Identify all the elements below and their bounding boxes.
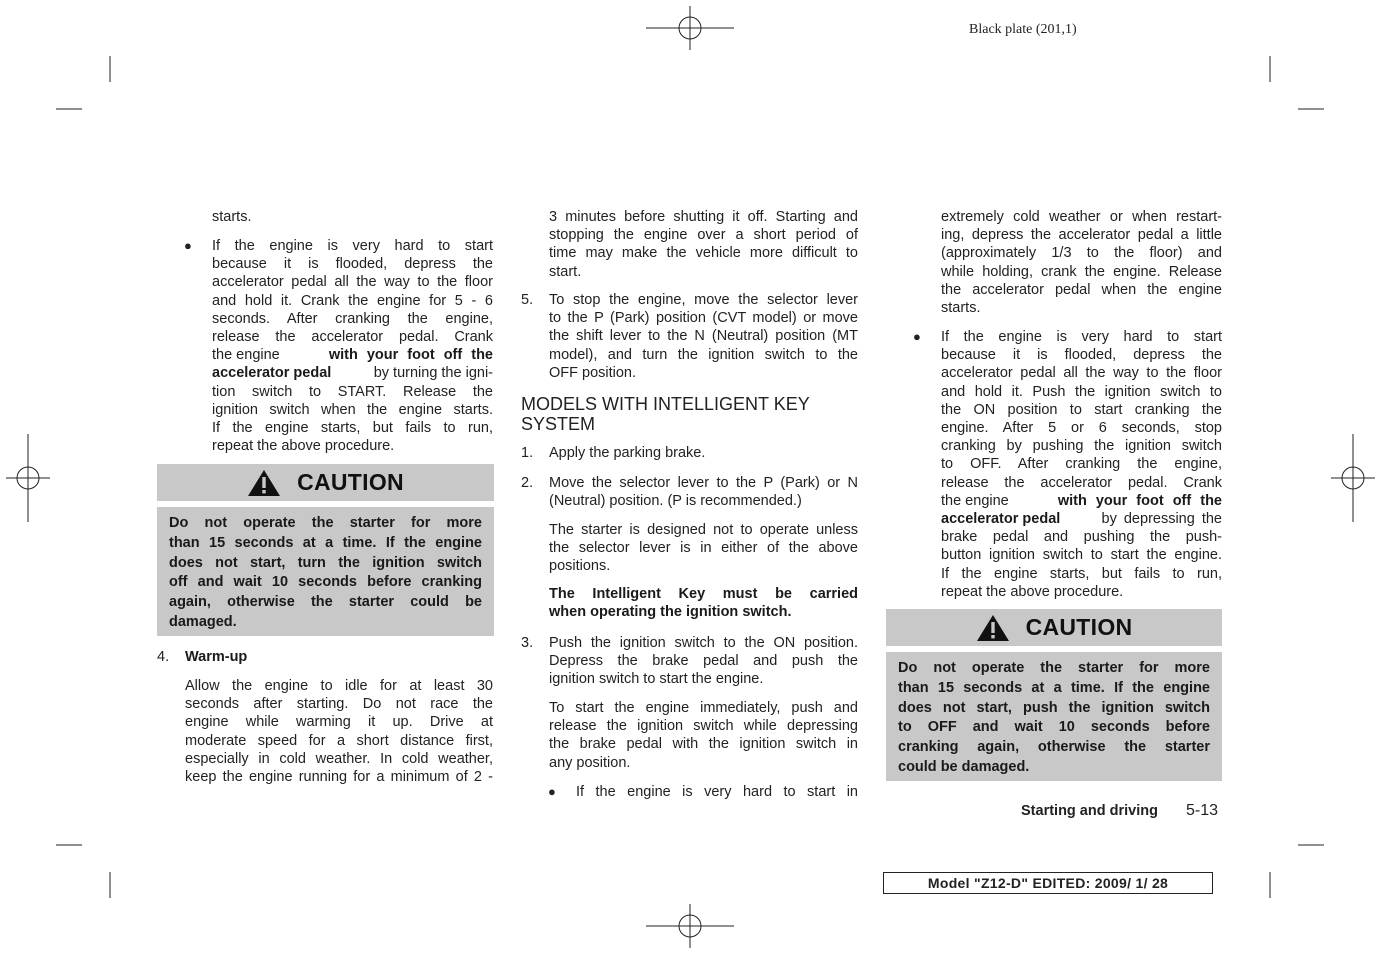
warning-icon — [247, 469, 281, 497]
text-line: extremely cold weather or when restart- — [941, 209, 1222, 225]
text-line: If the engine is very hard to start in — [576, 784, 858, 800]
text-line: engine while warming it up. Drive at — [185, 714, 493, 731]
step-3 — [521, 634, 858, 689]
text-line: the engine with your foot off the — [941, 492, 1222, 509]
step-number: 5. — [521, 292, 534, 308]
text-line: 3 minutes before shutting it off. Starting and — [549, 209, 858, 225]
text-line: when operating the ignition switch. — [549, 604, 792, 621]
text-line: and hold it. Push the ignition switch to — [941, 383, 1222, 400]
text-line: cranking by pushing the ignition switch — [941, 438, 1222, 455]
text-line: seconds after starting. Do not race the — [185, 696, 493, 713]
text-line: stopping the engine over a short period of — [549, 227, 858, 244]
text-line: the shift lever to the N (Neutral) position (MT — [549, 328, 858, 345]
text-line: Push the ignition switch to the ON position. — [549, 635, 858, 651]
step-2 — [521, 474, 858, 510]
text-line: Apply the parking brake. — [549, 445, 706, 461]
text-line: does not start, turn the ignition switch — [169, 554, 482, 571]
text-line: release the ignition switch while depressing — [549, 718, 858, 735]
caution-body — [886, 652, 1222, 781]
text-line: Depress the brake pedal and push the — [549, 653, 858, 670]
col3-bullet-item — [913, 328, 1222, 601]
text-line: could be damaged. — [898, 758, 1030, 775]
text-line: than 15 seconds at a time. If the engine — [898, 679, 1210, 696]
step-2-warning — [549, 585, 858, 621]
model-edit-stamp: Model "Z12-D" EDITED: 2009/ 1/ 28 — [883, 872, 1213, 894]
text-line: model), and turn the ignition switch to the — [549, 346, 858, 363]
caution-header — [886, 609, 1222, 646]
text-line: off and wait 10 seconds before cranking — [169, 574, 482, 591]
text-line: ignition switch when the engine starts. — [212, 401, 493, 418]
heading-line: MODELS WITH INTELLIGENT KEY — [521, 394, 810, 414]
text-line: tion switch to START. Release the — [212, 383, 493, 400]
text-line: and hold it. Crank the engine for 5 - 6 — [212, 292, 493, 309]
text-line: engine. After 5 or 6 seconds, stop — [941, 420, 1222, 437]
text-line: release the accelerator pedal. Crank — [941, 474, 1222, 491]
text-line: ignition switch to start the engine. — [549, 671, 764, 688]
text-line: repeat the above procedure. — [941, 583, 1124, 600]
step-5 — [521, 291, 858, 382]
step-title: Warm-up — [185, 649, 248, 665]
text-line: To start the engine immediately, push and — [549, 700, 858, 716]
text-line: starts. — [941, 300, 981, 317]
text-line: seconds. After cranking the engine, — [212, 310, 493, 327]
step-3-note — [549, 699, 858, 772]
text-line: The starter is designed not to operate unless — [549, 522, 858, 538]
text-line: positions. — [549, 558, 611, 575]
text-line: If the engine is very hard to start — [212, 238, 493, 254]
text-line: keep the engine running for a minimum of 2 - — [185, 769, 493, 786]
text-line: (approximately 1/3 to the floor) and — [941, 245, 1222, 262]
text-line: If the engine starts, but fails to run, — [941, 565, 1222, 582]
plate-label: Black plate (201,1) — [969, 22, 1077, 37]
step-4 — [157, 648, 493, 666]
bullet-icon: ● — [913, 329, 921, 344]
text-line: To stop the engine, move the selector lever — [549, 292, 858, 308]
text-line: Allow the engine to idle for at least 30 — [185, 678, 493, 694]
text-line: accelerator pedal all the way to the floor — [212, 274, 493, 291]
column-1 — [185, 208, 493, 226]
bullet-icon: ● — [184, 238, 192, 253]
col3-continued — [941, 208, 1222, 317]
step-number: 4. — [157, 649, 170, 665]
text-line: to the P (Park) position (CVT model) or move — [549, 310, 858, 327]
step-number: 2. — [521, 475, 534, 491]
step-2-note — [549, 521, 858, 576]
text-line: If the engine starts, but fails to run, — [212, 420, 493, 437]
text-line: the selector lever is in either of the above — [549, 540, 858, 557]
step-4-body — [185, 677, 493, 786]
step-number: 3. — [521, 635, 534, 651]
text-line: the engine with your foot off the — [212, 347, 493, 364]
text-line: to OFF. After cranking the engine, — [941, 456, 1222, 473]
text-line: again, otherwise the starter could be — [169, 594, 482, 611]
step-number: 1. — [521, 445, 534, 461]
step-3-bullet — [548, 783, 858, 801]
warning-icon — [976, 614, 1010, 642]
text-line: The Intelligent Key must be carried — [549, 586, 858, 602]
text-line: repeat the above procedure. — [212, 438, 395, 455]
text-line: than 15 seconds at a time. If the engine — [169, 534, 482, 551]
col1-bullet-item — [184, 237, 493, 455]
text-line: button ignition switch to start the engine. — [941, 547, 1222, 564]
text-line: especially in cold weather. In cold weather, — [185, 750, 493, 767]
text-line: while holding, crank the engine. Release — [941, 263, 1222, 280]
text-line: any position. — [549, 754, 631, 771]
text-line: Do not operate the starter for more — [898, 660, 1210, 676]
text-line: does not start, push the ignition switch — [898, 699, 1210, 716]
text-line: OFF position. — [549, 364, 637, 381]
text-line: the brake pedal with the ignition switch in — [549, 736, 858, 753]
text-line: because it is flooded, depress the — [941, 347, 1222, 364]
caution-label: CAUTION — [297, 469, 404, 495]
text-line: brake pedal and pushing the push- — [941, 529, 1222, 546]
text-line: the accelerator pedal when the engine — [941, 281, 1222, 298]
text-line: start. — [549, 263, 582, 280]
text-line: release the accelerator pedal. Crank — [212, 329, 493, 346]
text-line: cranking again, otherwise the starter — [898, 739, 1210, 756]
text-line: accelerator pedal by depressing the — [941, 511, 1222, 528]
step-1 — [521, 444, 858, 462]
text-line: (Neutral) position. (P is recommended.) — [549, 493, 802, 510]
text-line: Move the selector lever to the P (Park) or N — [549, 475, 858, 491]
text-line: time may make the vehicle more difficult to — [549, 245, 858, 262]
section-name: Starting and driving — [1021, 803, 1158, 819]
text-line: If the engine is very hard to start — [941, 329, 1222, 345]
text-line: damaged. — [169, 613, 237, 630]
caution-label: CAUTION — [1025, 614, 1133, 640]
caution-body — [157, 507, 494, 636]
text-line: to OFF and wait 10 seconds before — [898, 719, 1210, 736]
text-line: moderate speed for a short distance first, — [185, 732, 493, 749]
text-line: accelerator pedal by turning the igni- — [212, 365, 493, 382]
text-line: ing, depress the accelerator pedal a little — [941, 227, 1222, 244]
text-line: accelerator pedal all the way to the floor — [941, 365, 1222, 382]
heading-line: SYSTEM — [521, 413, 596, 434]
text-line: because it is flooded, depress the — [212, 256, 493, 273]
section-heading — [521, 395, 810, 434]
text-line: Do not operate the starter for more — [169, 515, 482, 531]
text-line: the ON position to start cranking the — [941, 401, 1222, 418]
caution-header — [157, 464, 494, 501]
col2-continued — [549, 208, 858, 281]
page-number: 5-13 — [1186, 802, 1219, 819]
continued-text: starts. — [212, 209, 252, 225]
bullet-icon: ● — [548, 784, 556, 799]
